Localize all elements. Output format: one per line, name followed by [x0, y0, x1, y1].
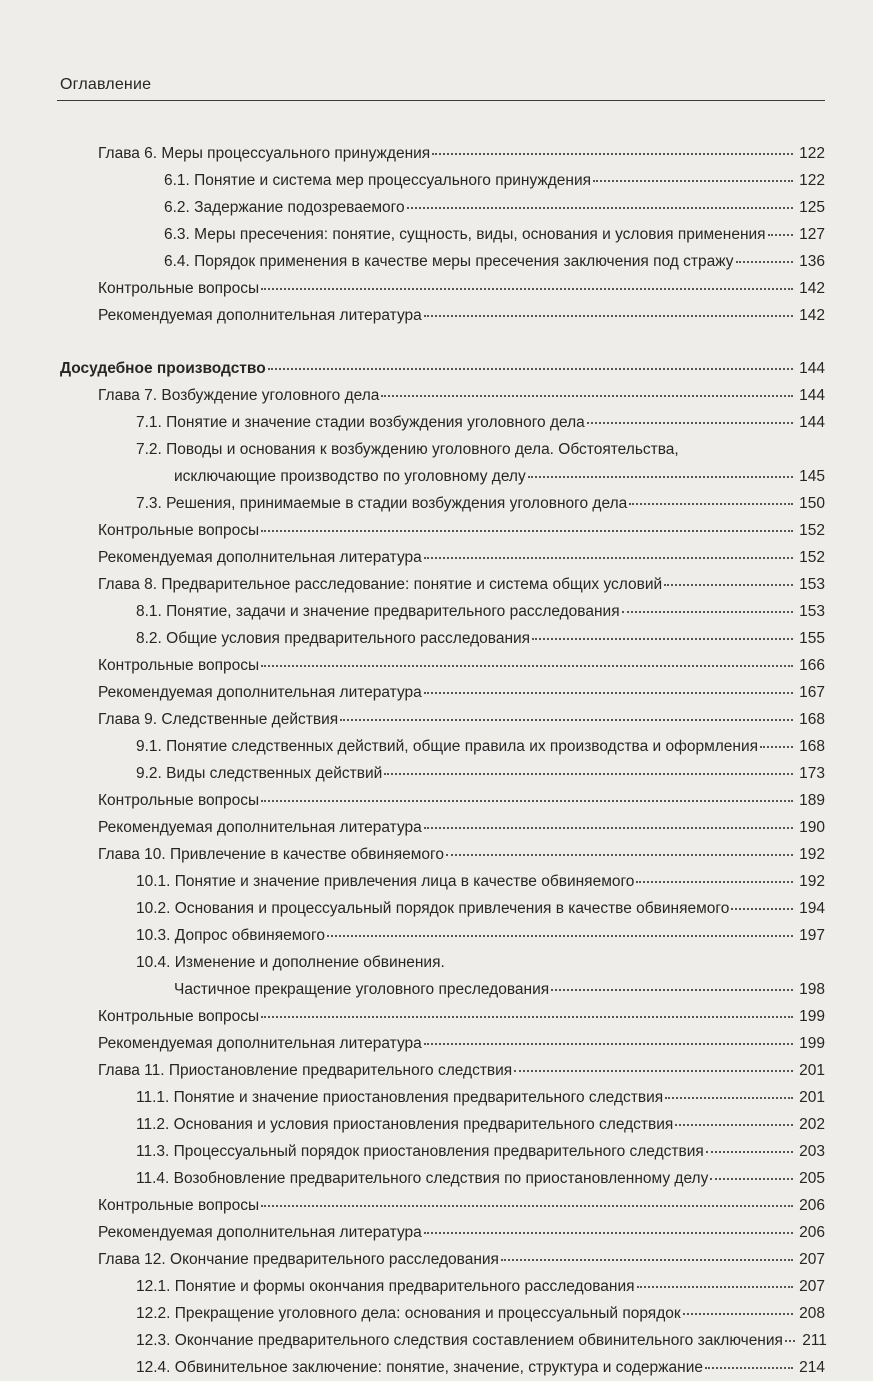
toc-page-number: 125	[799, 199, 825, 216]
dot-leader	[261, 530, 793, 532]
toc-entry-title: Контрольные вопросы	[98, 1197, 260, 1214]
toc-entry[interactable]	[0, 733, 873, 760]
dot-leader	[736, 261, 793, 263]
toc-entry-title: 8.1. Понятие, задачи и значение предварительного расследования	[136, 603, 620, 620]
toc-entry-title: Рекомендуемая дополнительная литература	[98, 684, 422, 701]
toc-page-number: 145	[799, 468, 825, 485]
toc-chapter[interactable]	[0, 652, 873, 679]
dot-leader	[432, 153, 793, 155]
toc-page-number: 166	[799, 657, 825, 674]
toc-entry[interactable]	[0, 1273, 873, 1300]
toc-entry-title: 6.4. Порядок применения в качестве меры пресечения заключения под стражу	[164, 253, 734, 270]
toc-entry-title: 12.3. Окончание предварительного следствия составлением обвинительного заключения	[136, 1332, 783, 1349]
toc-entry-title: Рекомендуемая дополнительная литература	[98, 1035, 422, 1052]
toc-chapter[interactable]	[0, 1030, 873, 1057]
toc-chapter[interactable]	[0, 841, 873, 868]
toc-page-number: 122	[799, 172, 825, 189]
dot-leader	[424, 1043, 793, 1045]
toc-chapter[interactable]	[0, 706, 873, 733]
dot-leader	[760, 746, 793, 748]
toc-page-number: 194	[799, 900, 825, 917]
toc-entry-title: Глава 12. Окончание предварительного расследования	[98, 1251, 499, 1268]
toc-entry-title: Глава 7. Возбуждение уголовного дела	[98, 387, 380, 404]
toc-entry-title: Досудебное производство	[60, 360, 266, 377]
toc-chapter[interactable]	[0, 1246, 873, 1273]
dot-leader	[340, 719, 793, 721]
dot-leader	[261, 1016, 793, 1018]
toc-page-number: 211	[802, 1332, 827, 1349]
toc-entry[interactable]	[0, 598, 873, 625]
toc-entry-title: Глава 6. Меры процессуального принуждения	[98, 145, 431, 162]
toc-chapter[interactable]	[0, 517, 873, 544]
section-gap	[0, 329, 873, 355]
toc-entry[interactable]	[0, 1354, 873, 1381]
toc-page-number: 153	[799, 603, 825, 620]
toc-page-number: 197	[799, 927, 825, 944]
toc-page-number: 122	[799, 145, 825, 162]
dot-leader	[768, 234, 793, 236]
toc-chapter[interactable]	[0, 814, 873, 841]
toc-page-number: 153	[799, 576, 825, 593]
toc-page-number: 173	[799, 765, 825, 782]
toc-entry[interactable]	[0, 221, 873, 248]
toc-entry[interactable]	[0, 409, 873, 436]
toc-page-number: 207	[799, 1278, 825, 1295]
toc-page-number: 168	[799, 738, 825, 755]
toc-chapter[interactable]	[0, 1192, 873, 1219]
toc-page-number: 192	[799, 846, 825, 863]
dot-leader	[587, 422, 793, 424]
toc-page-number: 144	[799, 387, 825, 404]
dot-leader	[424, 1232, 793, 1234]
toc-entry-title: 12.4. Обвинительное заключение: понятие, значение, структура и содержание	[136, 1359, 703, 1376]
toc-entry-title: Глава 10. Привлечение в качестве обвиняемого	[98, 846, 444, 863]
toc-entry[interactable]	[0, 463, 873, 490]
toc-entry-title: Частичное прекращение уголовного преследования	[174, 981, 550, 998]
dot-leader	[731, 908, 793, 910]
toc-entry-title: 9.2. Виды следственных действий	[136, 765, 383, 782]
dot-leader	[424, 557, 793, 559]
dot-leader	[593, 180, 793, 182]
toc-entry-title: Рекомендуемая дополнительная литература	[98, 1224, 422, 1241]
toc-entry[interactable]	[0, 248, 873, 275]
dot-leader	[675, 1124, 793, 1126]
table-of-contents	[0, 140, 873, 1381]
toc-page-number: 206	[799, 1197, 825, 1214]
toc-page-number: 127	[799, 226, 825, 243]
toc-entry-title: 10.3. Допрос обвиняемого	[136, 927, 325, 944]
toc-entry-title: 12.2. Прекращение уголовного дела: основания и процессуальный порядок	[136, 1305, 681, 1322]
toc-entry-title: Контрольные вопросы	[98, 657, 260, 674]
toc-page-number: 168	[799, 711, 825, 728]
toc-entry-title: Рекомендуемая дополнительная литература	[98, 549, 422, 566]
dot-leader	[637, 1286, 794, 1288]
toc-entry[interactable]	[0, 625, 873, 652]
toc-page-number: 189	[799, 792, 825, 809]
toc-page-number: 207	[799, 1251, 825, 1268]
toc-entry-title: 7.1. Понятие и значение стадии возбуждения уголовного дела	[136, 414, 585, 431]
toc-entry[interactable]	[0, 194, 873, 221]
toc-entry[interactable]	[0, 167, 873, 194]
toc-page-number: 152	[799, 549, 825, 566]
dot-leader	[706, 1151, 793, 1153]
header-rule	[57, 100, 825, 101]
toc-page-number: 201	[799, 1089, 825, 1106]
toc-entry[interactable]	[0, 1084, 873, 1111]
toc-entry[interactable]	[0, 895, 873, 922]
toc-page-number: 201	[799, 1062, 825, 1079]
toc-entry-title: 11.1. Понятие и значение приостановления предварительного следствия	[136, 1089, 664, 1106]
toc-chapter[interactable]	[0, 1219, 873, 1246]
toc-page-number: 214	[799, 1359, 825, 1376]
toc-chapter[interactable]	[0, 382, 873, 409]
toc-page-number: 142	[799, 280, 825, 297]
toc-entry-title: Глава 11. Приостановление предварительного следствия	[98, 1062, 513, 1079]
dot-leader	[268, 368, 793, 370]
toc-entry-line1	[0, 949, 873, 976]
toc-page-number: 192	[799, 873, 825, 890]
toc-entry[interactable]	[0, 868, 873, 895]
toc-entry-title: 8.2. Общие условия предварительного расследования	[136, 630, 531, 647]
toc-chapter[interactable]	[0, 140, 873, 167]
toc-entry-title: Контрольные вопросы	[98, 1008, 260, 1025]
toc-page-number: 198	[799, 981, 825, 998]
toc-entry[interactable]	[0, 1165, 873, 1192]
toc-chapter[interactable]	[0, 275, 873, 302]
toc-page-number: 155	[799, 630, 825, 647]
toc-entry-title: 7.2. Поводы и основания к возбуждению уголовного дела. Обстоятельства,	[136, 441, 679, 458]
toc-entry-title: 6.1. Понятие и система мер процессуального принуждения	[164, 172, 592, 189]
dot-leader	[327, 935, 793, 937]
toc-page-number: 205	[799, 1170, 825, 1187]
dot-leader	[407, 207, 793, 209]
dot-leader	[636, 881, 793, 883]
toc-entry-title: 10.4. Изменение и дополнение обвинения.	[136, 954, 445, 971]
dot-leader	[424, 315, 793, 317]
dot-leader	[664, 584, 793, 586]
dot-leader	[501, 1259, 793, 1261]
dot-leader	[551, 989, 793, 991]
toc-page-number: 208	[799, 1305, 825, 1322]
toc-entry-line1	[0, 436, 873, 463]
toc-entry-title: Рекомендуемая дополнительная литература	[98, 819, 422, 836]
toc-entry-title: 6.2. Задержание подозреваемого	[164, 199, 405, 216]
toc-entry-title: 9.1. Понятие следственных действий, общие правила их производства и оформления	[136, 738, 759, 755]
toc-entry[interactable]	[0, 922, 873, 949]
dot-leader	[261, 1205, 793, 1207]
toc-entry-title: Глава 8. Предварительное расследование: понятие и система общих условий	[98, 576, 663, 593]
toc-entry[interactable]	[0, 1138, 873, 1165]
toc-page-number: 203	[799, 1143, 825, 1160]
dot-leader	[528, 476, 793, 478]
toc-entry-title: Глава 9. Следственные действия	[98, 711, 339, 728]
toc-entry[interactable]	[0, 1300, 873, 1327]
toc-entry[interactable]	[0, 976, 873, 1003]
toc-entry-title: Контрольные вопросы	[98, 792, 260, 809]
toc-page-number: 152	[799, 522, 825, 539]
dot-leader	[710, 1178, 793, 1180]
toc-page-number: 167	[799, 684, 825, 701]
toc-section[interactable]	[0, 355, 873, 382]
toc-chapter[interactable]	[0, 571, 873, 598]
toc-entry-title: Контрольные вопросы	[98, 280, 260, 297]
dot-leader	[261, 288, 793, 290]
toc-page-number: 150	[799, 495, 825, 512]
dot-leader	[261, 665, 793, 667]
toc-entry[interactable]	[0, 760, 873, 787]
toc-page-number: 136	[799, 253, 825, 270]
toc-entry-title: 11.2. Основания и условия приостановления предварительного следствия	[136, 1116, 674, 1133]
toc-entry[interactable]	[0, 1111, 873, 1138]
dot-leader	[514, 1070, 793, 1072]
dot-leader	[381, 395, 793, 397]
running-header: Оглавление	[60, 76, 152, 93]
toc-page-number: 144	[799, 414, 825, 431]
dot-leader	[424, 827, 793, 829]
toc-page-number: 144	[799, 360, 825, 377]
toc-page-number: 199	[799, 1035, 825, 1052]
dot-leader	[532, 638, 793, 640]
toc-entry-title: 6.3. Меры пресечения: понятие, сущность, виды, основания и условия применения	[164, 226, 766, 243]
dot-leader	[384, 773, 793, 775]
toc-entry[interactable]	[0, 1327, 873, 1354]
toc-page-number: 206	[799, 1224, 825, 1241]
toc-chapter[interactable]	[0, 544, 873, 571]
dot-leader	[785, 1340, 795, 1342]
toc-page-number: 202	[799, 1116, 825, 1133]
toc-entry-title: 11.3. Процессуальный порядок приостановления предварительного следствия	[136, 1143, 704, 1160]
dot-leader	[622, 611, 793, 613]
toc-page-number: 199	[799, 1008, 825, 1025]
toc-page-number: 190	[799, 819, 825, 836]
dot-leader	[261, 800, 793, 802]
toc-entry-title: 10.1. Понятие и значение привлечения лица в качестве обвиняемого	[136, 873, 635, 890]
toc-chapter[interactable]	[0, 787, 873, 814]
toc-entry-title: исключающие производство по уголовному делу	[174, 468, 526, 485]
toc-page-number: 142	[799, 307, 825, 324]
toc-entry-title: Рекомендуемая дополнительная литература	[98, 307, 422, 324]
dot-leader	[705, 1367, 793, 1369]
dot-leader	[665, 1097, 793, 1099]
toc-entry-title: 12.1. Понятие и формы окончания предварительного расследования	[136, 1278, 635, 1295]
toc-entry-title: 11.4. Возобновление предварительного следствия по приостановленному делу	[136, 1170, 709, 1187]
dot-leader	[446, 854, 793, 856]
toc-entry-title: Контрольные вопросы	[98, 522, 260, 539]
toc-entry-title: 10.2. Основания и процессуальный порядок привлечения в качестве обвиняемого	[136, 900, 730, 917]
dot-leader	[683, 1313, 793, 1315]
dot-leader	[629, 503, 793, 505]
toc-chapter[interactable]	[0, 1003, 873, 1030]
toc-entry-title: 7.3. Решения, принимаемые в стадии возбуждения уголовного дела	[136, 495, 628, 512]
dot-leader	[424, 692, 793, 694]
toc-chapter[interactable]	[0, 302, 873, 329]
toc-chapter[interactable]	[0, 1057, 873, 1084]
toc-entry[interactable]	[0, 490, 873, 517]
toc-chapter[interactable]	[0, 679, 873, 706]
